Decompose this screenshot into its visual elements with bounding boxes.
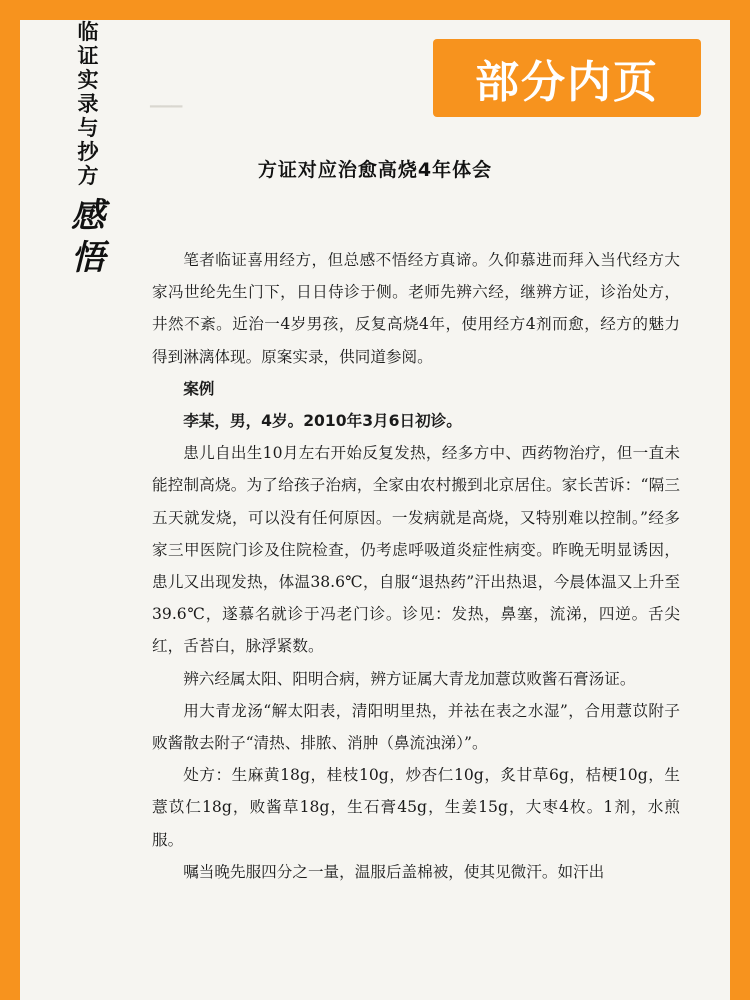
book-title-char: 抄	[77, 139, 99, 164]
paragraph-history: 患儿自出生10月左右开始反复发热，经多方中、西药物治疗，但一直未能控制高烧。为了给孩子治病，全家由农村搬到北京居住。家长苦诉：“隔三五天就发烧，可以没有任何原因。一发病就是高烧，又特别难以控制。”经多家三甲医院门诊及住院检查，仍考虑呼吸道炎症性病变。昨晚无明显诱因，患儿又出现发热，体温38.6℃，自服“退热药”汗出热退，今晨体温又上升至39.6℃，遂慕名就诊于冯老门诊。诊见：发热，鼻塞，流涕，四逆。舌尖红，舌苔白，脉浮紧数。	[152, 444, 680, 656]
article-title: 方证对应治愈高烧4年体会	[257, 159, 493, 181]
book-subtitle-char: 感	[71, 196, 105, 236]
article-body	[152, 244, 680, 888]
preview-badge	[433, 39, 701, 117]
book-title-char: 方	[77, 163, 99, 188]
paragraph-treatment: 用大青龙汤“解太阳表，清阳明里热，并祛在表之水湿”，合用薏苡附子败酱散去附子“清热、排脓、消肿（鼻流浊涕）”。	[152, 701, 680, 753]
book-subtitle-char: 悟	[71, 238, 105, 278]
book-title-char: 证	[77, 43, 99, 68]
book-title-char: 临	[77, 20, 99, 44]
paragraph-prescription: 处方：生麻黄18g，桂枝10g，炒杏仁10g，炙甘草6g，桔梗10g，生薏苡仁18g，败酱草18g，生石膏45g，生姜15g，大枣4枚。1剂，水煎服。	[152, 766, 680, 849]
book-page	[20, 20, 730, 1000]
case-header: 李某，男，4岁。2010年3月6日初诊。	[183, 412, 462, 431]
section-heading: 案例	[183, 379, 215, 398]
book-title-char: 与	[77, 115, 99, 140]
paragraph-instructions: 嘱当晚先服四分之一量，温服后盖棉被，使其见微汗。如汗出	[183, 862, 605, 881]
bleed-through-text: ▁▁▁	[150, 92, 183, 108]
book-title-char: 录	[77, 91, 99, 116]
paragraph-intro: 笔者临证喜用经方，但总感不悟经方真谛。久仰慕进而拜入当代经方大家冯世纶先生门下，日日侍诊于侧。老师先辨六经，继辨方证，诊治处方，井然不紊。近治一4岁男孩，反复高烧4年，使用经方4剂而愈，经方的魅力得到淋漓体现。原案实录，供同道参阅。	[152, 251, 680, 366]
book-subtitle-calligraphy	[58, 195, 118, 279]
book-title-char: 实	[77, 67, 99, 92]
paragraph-diagnosis: 辨六经属太阳、阳明合病，辨方证属大青龙加薏苡败酱石膏汤证。	[183, 669, 636, 688]
badge-label: 部分内页	[475, 57, 659, 108]
